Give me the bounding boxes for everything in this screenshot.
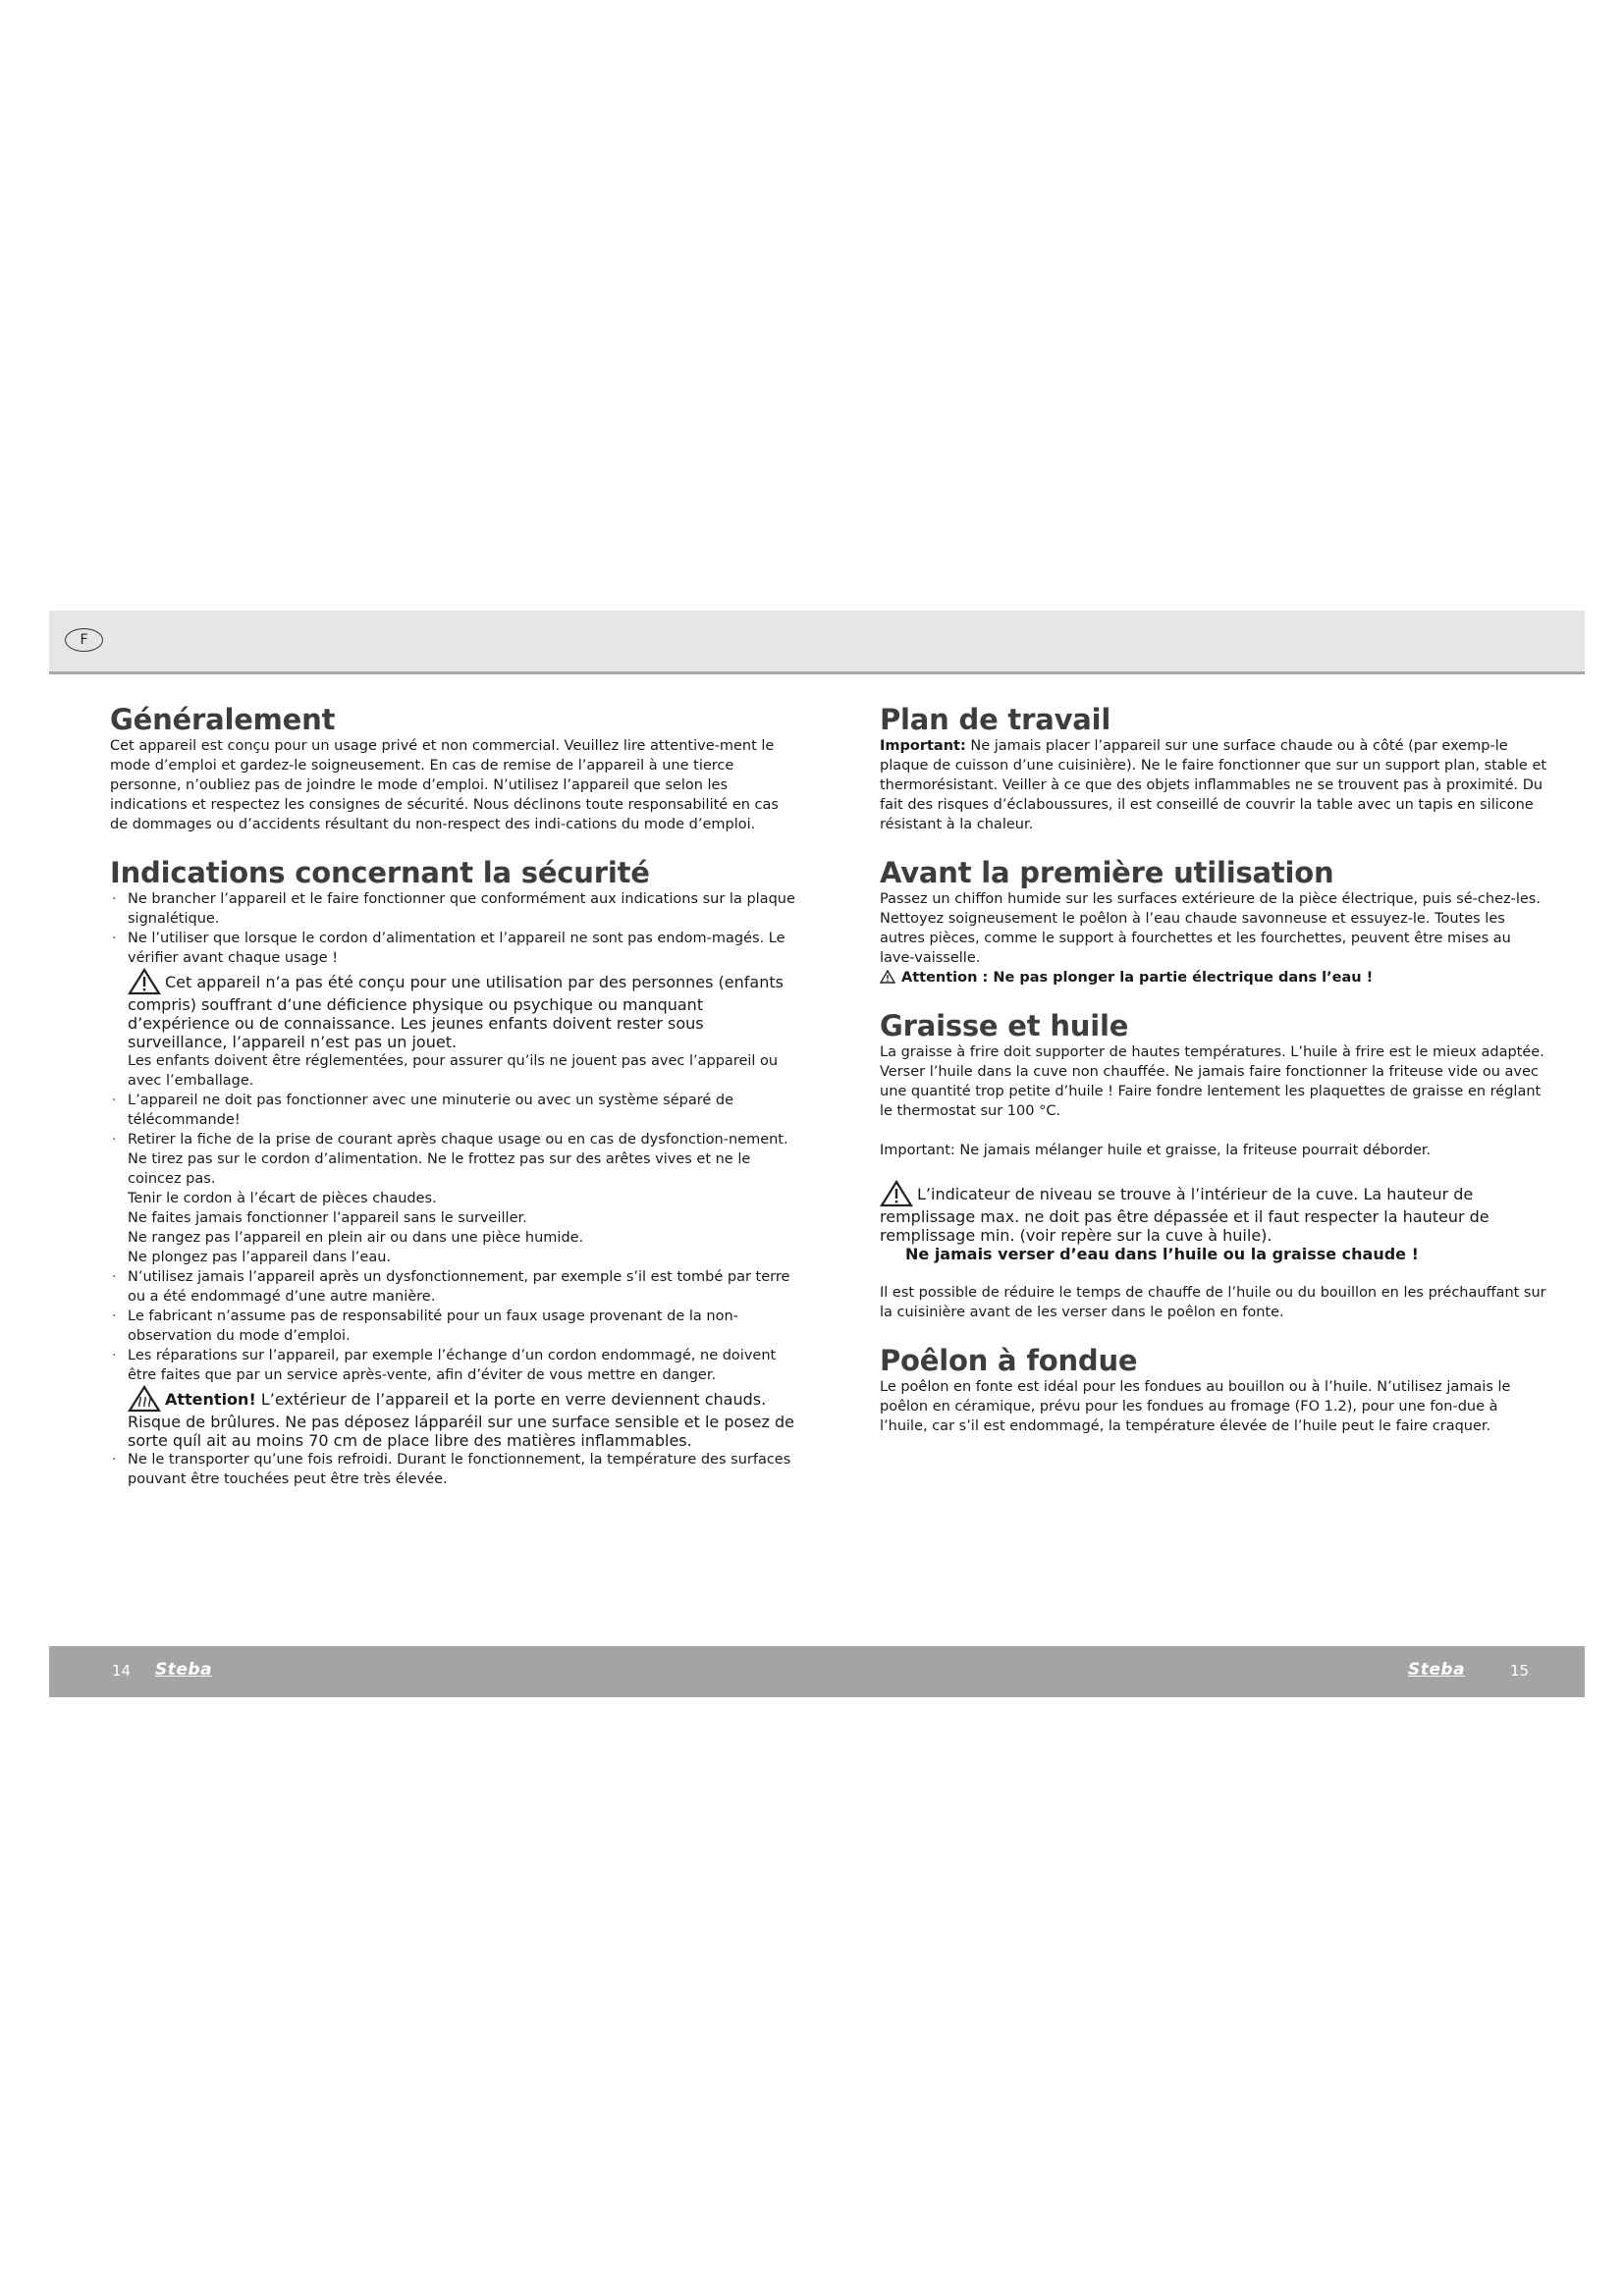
safety-item: Ne plongez pas l’appareil dans l’eau. bbox=[128, 1250, 392, 1265]
fondue-text: Le poêlon en fonte est idéal pour les fondues au bouillon ou à l’huile. N’utilisez jamais le poêlon en céramique, prévu pour les fondues au fromage (FO 1.2), pour une fon-due à l’huile, car s’il est endommagé, la température élevée de l’huile peut le faire craquer. bbox=[880, 1379, 1511, 1434]
first-use-text: Passez un chiffon humide sur les surfaces extérieure de la pièce électrique, puis sé-chez-les. Nettoyez soigneusement le poêlon à l’eau chaude savonneuse et essuyez-le. Toutes les autres pièces, comme le support à fourchettes et les fourchettes, peuvent être mises au lave-vaisselle. bbox=[880, 891, 1541, 966]
left-column bbox=[110, 703, 797, 1511]
grease-tip: Il est possible de réduire le temps de chauffe de l’huile ou du bouillon en les préchauffant sur la cuisinière avant de les verser dans le poêlon en fonte. bbox=[880, 1285, 1546, 1320]
safety-item: Ne tirez pas sur le cordon d’alimentation. Ne le frottez pas sur des arêtes vives et ne le coincez pas. bbox=[128, 1151, 751, 1187]
safety-item: Ne rangez pas l’appareil en plein air ou dans une pièce humide. bbox=[128, 1230, 584, 1246]
general-text: Cet appareil est conçu pour un usage privé et non commercial. Veuillez lire attentive-ment le mode d’emploi et gardez-le soigneusement. En cas de remise de l’appareil à une tierce personne, n’oubliez pas de joindre le mode d’emploi. N’utilisez l’appareil que selon les indications et respectez les consignes de sécurité. Nous déclinons toute responsabilité en cas de dommages ou d’accidents résultant du non-respect des indi-cations du mode d’emploi. bbox=[110, 738, 779, 832]
first-use-warning-text: Attention : Ne pas plonger la partie électrique dans l’eau ! bbox=[901, 970, 1374, 986]
brand-logo-right: Steba bbox=[1408, 1660, 1466, 1680]
level-warning-text: L’indicateur de niveau se trouve à l’intérieur de la cuve. La hauteur de remplissage max. ne doit pas être dépassée et il faut respecter la hauteur de remplissage min. (voir repère sur la cuve à huile). bbox=[880, 1185, 1489, 1245]
first-use-title: Avant la première utilisation bbox=[880, 856, 1334, 889]
safety-item: · Les réparations sur l’appareil, par exemple l’échange d’un cordon endommagé, ne doivent être faites que par un service après-vente, afin d’éviter de vous mettre en danger. bbox=[110, 1346, 797, 1385]
fondue-title: Poêlon à fondue bbox=[880, 1344, 1138, 1377]
warning-icon bbox=[880, 1180, 913, 1207]
warning-icon bbox=[880, 970, 895, 984]
safety-item: Ne faites jamais fonctionner l’appareil sans le surveiller. bbox=[128, 1210, 527, 1226]
important-label: Important: bbox=[880, 738, 966, 754]
header-bar bbox=[49, 611, 1585, 674]
safety-title: Indications concernant la sécurité bbox=[110, 856, 650, 889]
grease-important: Important: Ne jamais mélanger huile et graisse, la friteuse pourrait déborder. bbox=[880, 1143, 1432, 1158]
first-use-warning bbox=[880, 968, 1547, 988]
safety-item: · L’appareil ne doit pas fonctionner avec une minuterie ou avec un système séparé de télécommande! bbox=[110, 1091, 797, 1130]
safety-item: Les enfants doivent être réglementées, pour assurer qu’ils ne jouent pas avec l’appareil ou avec l’emballage. bbox=[128, 1053, 779, 1089]
safety-item: · Ne l’utiliser que lorsque le cordon d’alimentation et l’appareil ne sont pas endom-magés. Le vérifier avant chaque usage ! bbox=[110, 929, 797, 968]
brand-logo-left: Steba bbox=[155, 1660, 213, 1680]
attention-label: Attention! bbox=[165, 1390, 256, 1409]
section-safety bbox=[110, 856, 797, 1489]
section-grease-oil bbox=[880, 1009, 1547, 1322]
right-column bbox=[880, 703, 1547, 1458]
section-fondue bbox=[880, 1344, 1547, 1436]
hot-surface-warning bbox=[110, 1385, 797, 1450]
worktop-title: Plan de travail bbox=[880, 703, 1111, 736]
page-number-left: 14 bbox=[112, 1662, 132, 1680]
safety-warning-text: Cet appareil n’a pas été conçu pour une utilisation par des personnes (enfants compris) souffrant d’une déficience physique ou psychique ou manquant d’expérience ou de connaissance. Les jeunes enfants doivent rester sous surveillance, l’appareil n’est pas un jouet. bbox=[128, 973, 784, 1051]
level-warning bbox=[880, 1180, 1547, 1263]
safety-item: Tenir le cordon à l’écart de pièces chaudes. bbox=[128, 1191, 437, 1206]
grease-text: La graisse à frire doit supporter de hautes températures. L’huile à frire est le mieux adaptée. Verser l’huile dans la cuve non chauffée. Ne jamais faire fonctionner la friteuse vide ou avec une quantité trop petite d’huile ! Faire fondre lentement les plaquettes de graisse en réglant le thermostat sur 100 °C. bbox=[880, 1044, 1544, 1119]
page-number-right: 15 bbox=[1510, 1662, 1530, 1680]
level-warning-bold: Ne jamais verser d’eau dans l’huile ou la graisse chaude ! bbox=[905, 1245, 1419, 1263]
safety-item: · Le fabricant n’assume pas de responsabilité pour un faux usage provenant de la non-observation du mode d’emploi. bbox=[110, 1307, 797, 1346]
safety-item: · Ne brancher l’appareil et le faire fonctionner que conformément aux indications sur la plaque signalétique. bbox=[110, 889, 797, 929]
section-general bbox=[110, 703, 797, 834]
section-first-use bbox=[880, 856, 1547, 988]
footer-bar bbox=[49, 1646, 1585, 1697]
safety-item: · Ne le transporter qu’une fois refroidi. Durant le fonctionnement, la température des surfaces pouvant être touchées peut être très élevée. bbox=[110, 1450, 797, 1489]
worktop-body: Ne jamais placer l’appareil sur une surface chaude ou à côté (par exemp-le plaque de cuisson d’une cuisinière). Ne le faire fonctionner que sur un support plan, stable et thermorésistant. Veiller à ce que des objets inflammables ne se trouvent pas à proximité. Du fait des risques d’éclaboussures, il est conseillé de couvrir la table avec un tapis en silicone résistant à la chaleur. bbox=[880, 738, 1547, 832]
safety-item: · Retirer la fiche de la prise de courant après chaque usage ou en cas de dysfonction-nement. bbox=[110, 1130, 797, 1149]
grease-title: Graisse et huile bbox=[880, 1009, 1129, 1042]
general-title: Généralement bbox=[110, 703, 336, 736]
section-worktop bbox=[880, 703, 1547, 834]
language-badge: F bbox=[65, 628, 103, 652]
warning-icon bbox=[128, 968, 161, 995]
safety-item: · N’utilisez jamais l’appareil après un dysfonctionnement, par exemple s’il est tombé par terre ou a été endommagé d’une autre manière. bbox=[110, 1267, 797, 1307]
safety-warning bbox=[110, 968, 797, 1051]
worktop-text bbox=[880, 736, 1547, 834]
hot-surface-icon bbox=[128, 1385, 161, 1413]
hot-surface-text: L’extérieur de l’appareil et la porte en verre deviennent chauds. Risque de brûlures. Ne pas déposez lápparéil sur une surface sensible et le posez de sorte quíl ait au moins 70 cm de place libre des matières inflammables. bbox=[128, 1390, 794, 1450]
